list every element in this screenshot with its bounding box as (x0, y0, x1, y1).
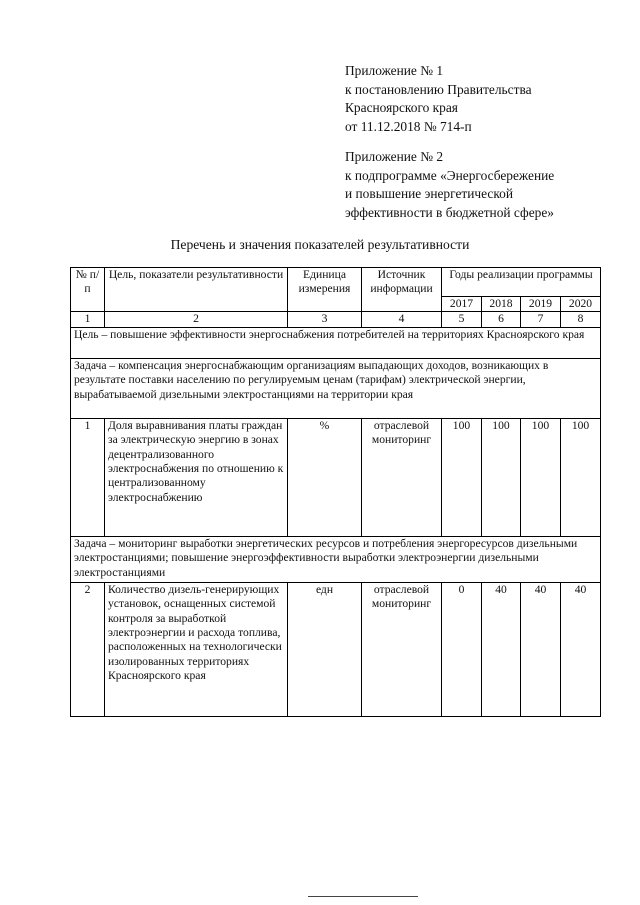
value-cell: 100 (561, 418, 601, 536)
col-header-goal: Цель, показатели результативности (105, 268, 288, 312)
task-row (71, 358, 601, 418)
year-cell: 2018 (482, 297, 521, 312)
table-header-row (71, 268, 601, 297)
value-cell: 100 (442, 418, 482, 536)
table-row (71, 418, 601, 536)
column-numbers-row (71, 312, 601, 327)
appendix-2-header (345, 148, 554, 222)
source-cell: отраслевой мониторинг (362, 582, 442, 716)
unit-cell: едн (288, 582, 362, 716)
col-header-source: Источник информации (362, 268, 442, 312)
header-line: Приложение № 2 (345, 149, 444, 164)
indicators-table (70, 267, 601, 717)
unit-cell: % (288, 418, 362, 536)
indicator-name: Доля выравнивания платы граждан за электрическую энергию в зонах децентрализованного электроснабжения по отношению к централизованному электроснабжению (105, 418, 288, 536)
value-cell: 40 (482, 582, 521, 716)
column-number: 2 (105, 312, 288, 327)
task-text: Задача – мониторинг выработки энергетических ресурсов и потребления энергоресурсов дизельными электростанциями; повышение энергоэффективности выработки электроэнергии дизельными электростанциями (71, 536, 601, 582)
indicator-name: Количество дизель-генерирующих установок, оснащенных системой контроля за выработкой электроэнергии и расхода топлива, расположенных на технологически изолированных территориях Красноярского края (105, 582, 288, 716)
table-row (71, 582, 601, 716)
row-number: 1 (71, 418, 105, 536)
column-number: 8 (561, 312, 601, 327)
row-number: 2 (71, 582, 105, 716)
goal-text: Цель – повышение эффективности энергоснабжения потребителей на территориях Красноярского края (71, 327, 601, 358)
appendix-1-header (345, 62, 532, 136)
column-number: 1 (71, 312, 105, 327)
header-line: и повышение энергетической (345, 186, 514, 201)
value-cell: 0 (442, 582, 482, 716)
document-title: Перечень и значения показателей результативности (170, 237, 470, 252)
col-header-number: № п/п (71, 268, 105, 312)
source-cell: отраслевой мониторинг (362, 418, 442, 536)
value-cell: 100 (521, 418, 561, 536)
year-cell: 2017 (442, 297, 482, 312)
year-cell: 2019 (521, 297, 561, 312)
footer-line (308, 896, 418, 897)
col-header-unit: Единица измерения (288, 268, 362, 312)
column-number: 3 (288, 312, 362, 327)
year-cell: 2020 (561, 297, 601, 312)
column-number: 4 (362, 312, 442, 327)
task-row (71, 536, 601, 582)
col-header-years: Годы реализации программы (442, 268, 601, 297)
value-cell: 40 (521, 582, 561, 716)
header-line: Приложение № 1 (345, 63, 444, 78)
column-number: 5 (442, 312, 482, 327)
header-line: к постановлению Правительства (345, 81, 532, 97)
column-number: 7 (521, 312, 561, 327)
header-line: к подпрограмме «Энергосбережение (345, 167, 555, 183)
header-line: от 11.12.2018 № 714-п (345, 118, 472, 134)
column-number: 6 (482, 312, 521, 327)
task-text: Задача – компенсация энергоснабжающим организациям выпадающих доходов, возникающих в результате поставки населению по регулируемым ценам (тарифам) электрической энергии, вырабатываемой дизельными электростанциями на территории края (71, 358, 601, 418)
goal-row (71, 327, 601, 358)
value-cell: 100 (482, 418, 521, 536)
value-cell: 40 (561, 582, 601, 716)
header-line: эффективности в бюджетной сфере» (345, 204, 554, 220)
header-line: Красноярского края (345, 100, 458, 115)
